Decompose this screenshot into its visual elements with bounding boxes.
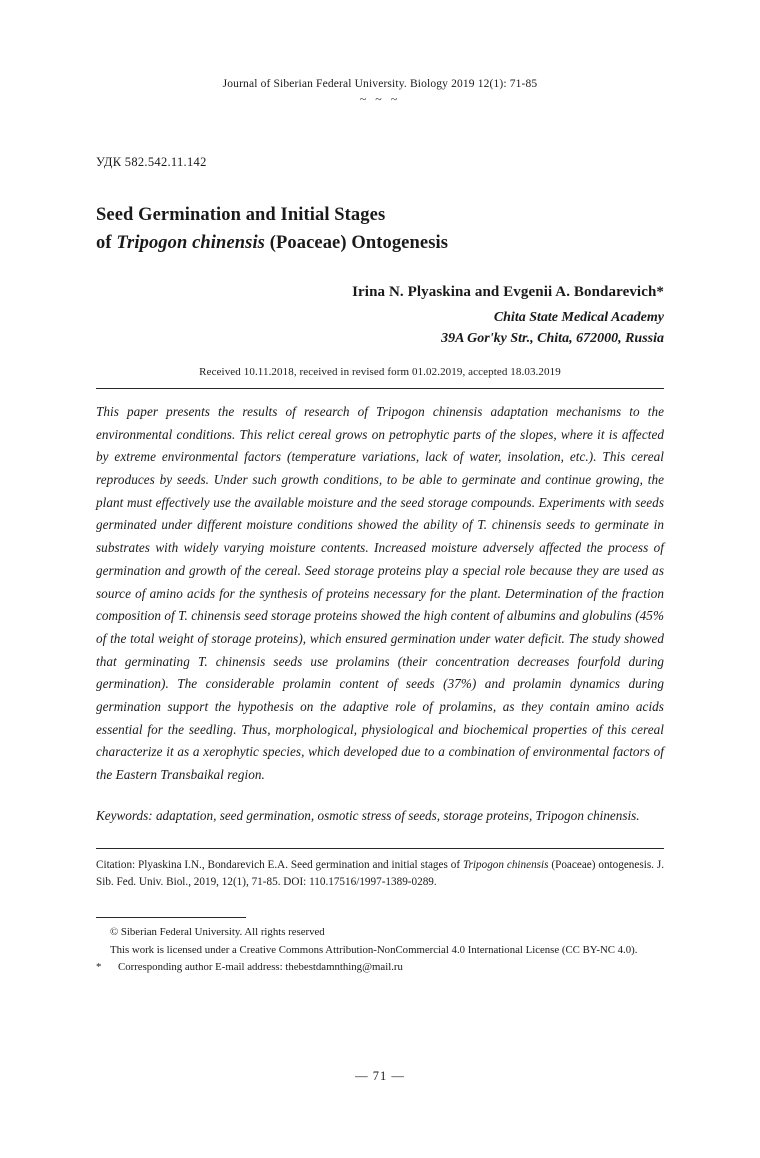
affiliation-address: 39A Gor'ky Str., Chita, 672000, Russia (441, 331, 664, 347)
keywords-text: Keywords: adaptation, seed germination, osmotic stress of seeds, storage proteins, Tripogon chinensis. (96, 807, 640, 823)
affiliation (96, 307, 664, 350)
footnote-star-marker: * (96, 961, 102, 974)
page-number: — 71 — (355, 1069, 405, 1083)
title-suffix: (Poaceae) Ontogenesis (264, 232, 449, 253)
title-species-name: Tripogon chinensis (116, 232, 265, 253)
citation-suffix: (Poaceae) ontogenesis. J. Sib. Fed. Univ. Biol., 2019, 12(1), 71-85. DOI: 110.17516/1997-1389-0289. (96, 858, 665, 888)
divider-citation (96, 848, 664, 849)
author-list: Irina N. Plyaskina and Evgenii A. Bondarevich* (352, 283, 664, 300)
affiliation-institution: Chita State Medical Academy (493, 309, 664, 325)
abstract-text: This paper presents the results of research of Tripogon chinensis adaptation mechanisms to the environmental conditions. This relict cereal grows on petrophytic parts of the slopes, where it is affected by extreme environmental factors (temperature variations, lack of water, insolation, etc.). This cereal reproduces by seeds. Under such growth conditions, to be able to germinate and continue growing, the plant must effectively use the available moisture and the seed storage compounds. Experiments with seeds germinated under different moisture conditions showed the ability of T. chinensis seeds to germinate in substrates with widely varying moisture contents. Increased moisture adversely affected the process of germination and growth of the cereal. Seed storage proteins play a special role because they are used as source of amino acids for the synthesis of proteins necessary for the plant. Determination of the fraction composition of T. chinensis seed storage proteins showed the high content of albumins and globulins (45% of the total weight of storage proteins), which ensured germination under water deficit. The study showed that germinating T. chinensis seeds use prolamins (their concentration decreases fourfold during germination). The considerable prolamin content of seeds (37%) and prolamin dynamics during germination support the hypothesis on the adaptive role of prolamins, as they contain amino acids essential for the seedling. Thus, morphological, physiological and biochemical properties of this cereal characterize it as a xerophytic species, which developed due to a combination of environmental factors of the Eastern Transbaikal region. (96, 403, 664, 783)
citation-prefix: Citation: Plyaskina I.N., Bondarevich E.A. Seed germination and initial stages of (96, 858, 463, 871)
received-dates: Received 10.11.2018, received in revised form 01.02.2019, accepted 18.03.2019 (199, 365, 561, 378)
footnote-license: This work is licensed under a Creative Commons Attribution-NonCommercial 4.0 International License (CC BY-NC 4.0). (110, 943, 638, 956)
title-prefix: of (96, 232, 117, 253)
footnote-copyright: © Siberian Federal University. All rights reserved (110, 926, 325, 939)
divider-footnote (96, 917, 246, 918)
journal-header: Journal of Siberian Federal University. Biology 2019 12(1): 71-85 (222, 78, 538, 90)
citation-species-name: Tripogon chinensis (462, 858, 549, 871)
udk-code: УДК 582.542.11.142 (96, 155, 207, 169)
page-title (96, 202, 664, 258)
title-line-1: Seed Germination and Initial Stages (96, 205, 386, 225)
divider-top (96, 388, 664, 389)
page (0, 78, 760, 1158)
ornament-divider: ~ ~ ~ (359, 92, 401, 106)
citation-text (96, 857, 664, 892)
title-line-2 (96, 230, 664, 258)
footnote-corresponding-author: Corresponding author E-mail address: thebestdamnthing@mail.ru (118, 961, 403, 974)
footnotes (96, 924, 664, 976)
footnote-corresponding-row (96, 959, 664, 976)
